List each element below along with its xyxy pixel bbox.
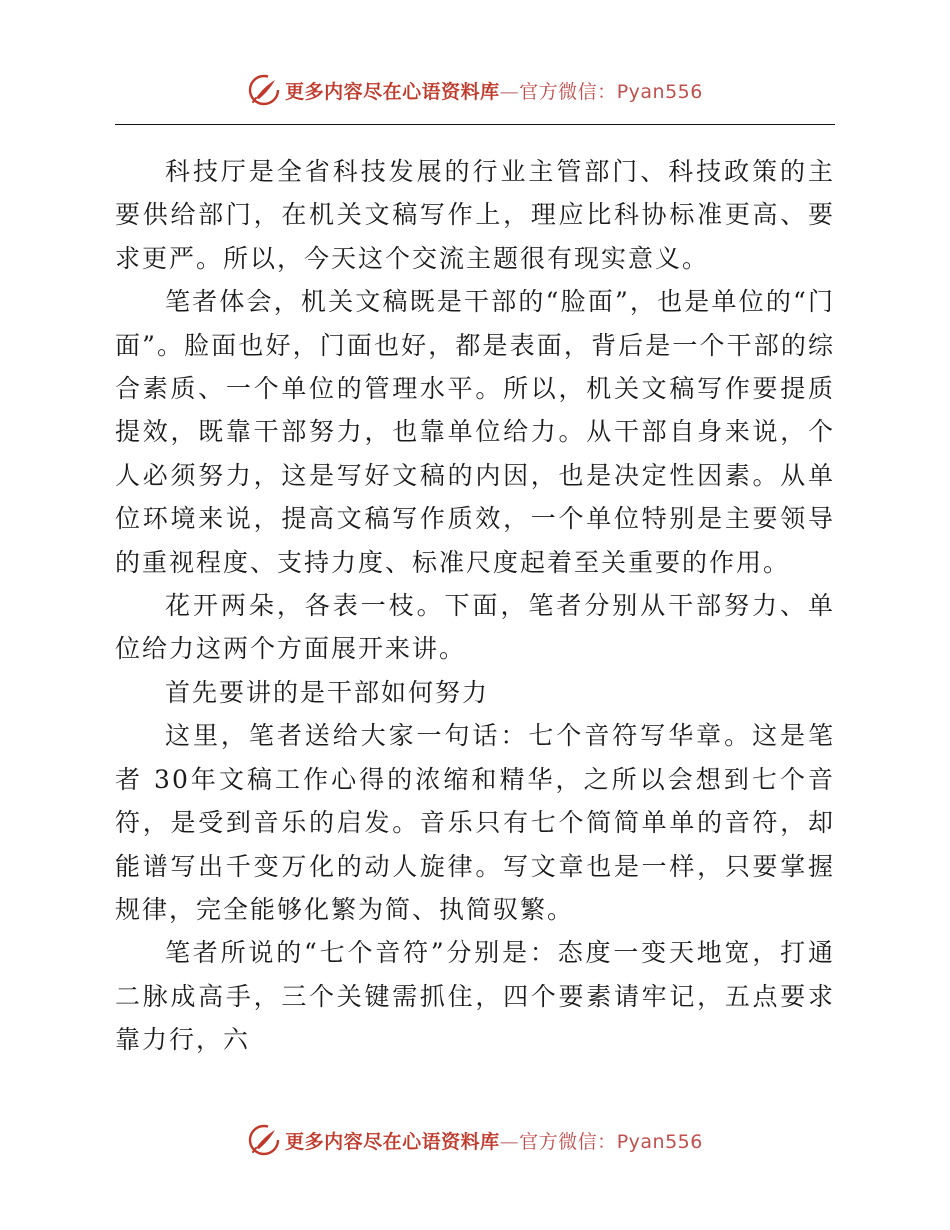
section-heading: 首先要讲的是干部如何努力: [165, 677, 490, 707]
header-banner-main: 更多内容尽在心语资料库: [285, 80, 500, 103]
footer-banner-main: 更多内容尽在心语资料库: [285, 1130, 500, 1153]
paragraph: 科技厅是全省科技发展的行业主管部门、科技政策的主要供给部门，在机关文稿写作上，理应比科协标准更高、要求更严。所以，今天这个交流主题很有现实意义。: [115, 157, 835, 273]
quill-pen-logo-icon: [247, 73, 281, 107]
paragraph: 花开两朵，各表一枝。下面，笔者分别从干部努力、单位给力这两个方面展开来讲。: [115, 591, 835, 664]
quill-pen-logo-icon: [247, 1123, 281, 1157]
footer-banner-text: [285, 1127, 703, 1154]
footer-banner-id: Pyan556: [616, 1130, 703, 1153]
footer-banner-label: 官方微信：: [519, 1130, 617, 1153]
header-banner: [0, 68, 950, 112]
document-body: [115, 150, 835, 1062]
header-banner-id: Pyan556: [616, 80, 703, 103]
header-banner-text: [285, 77, 703, 104]
footer-banner-dash: —: [499, 1130, 520, 1153]
paragraph: 笔者体会，机关文稿既是干部的“脸面”，也是单位的“门面”。脸面也好，门面也好，都是表面，背后是一个干部的综合素质、一个单位的管理水平。所以，机关文稿写作要提质提效，既靠干部努力，也靠单位给力。从干部自身来说，个人必须努力，这是写好文稿的内因，也是决定性因素。从单位环境来说，提高文稿写作质效，一个单位特别是主要领导的重视程度、支持力度、标准尺度起着至关重要的作用。: [115, 287, 835, 577]
footer-banner: [0, 1118, 950, 1162]
header-banner-label: 官方微信：: [519, 80, 617, 103]
paragraph: 这里，笔者送给大家一句话：七个音符写华章。这是笔者 30年文稿工作心得的浓缩和精华，之所以会想到七个音符，是受到音乐的启发。音乐只有七个简简单单的音符，却能谱写出千变万化的动人旋律。写文章也是一样，只要掌握规律，完全能够化繁为简、执简驭繁。: [115, 721, 835, 924]
header-divider: [115, 124, 835, 125]
paragraph: 笔者所说的“七个音符”分别是：态度一变天地宽，打通二脉成高手，三个关键需抓住，四个要素请牢记，五点要求靠力行，六: [115, 938, 835, 1055]
header-banner-dash: —: [499, 80, 520, 103]
